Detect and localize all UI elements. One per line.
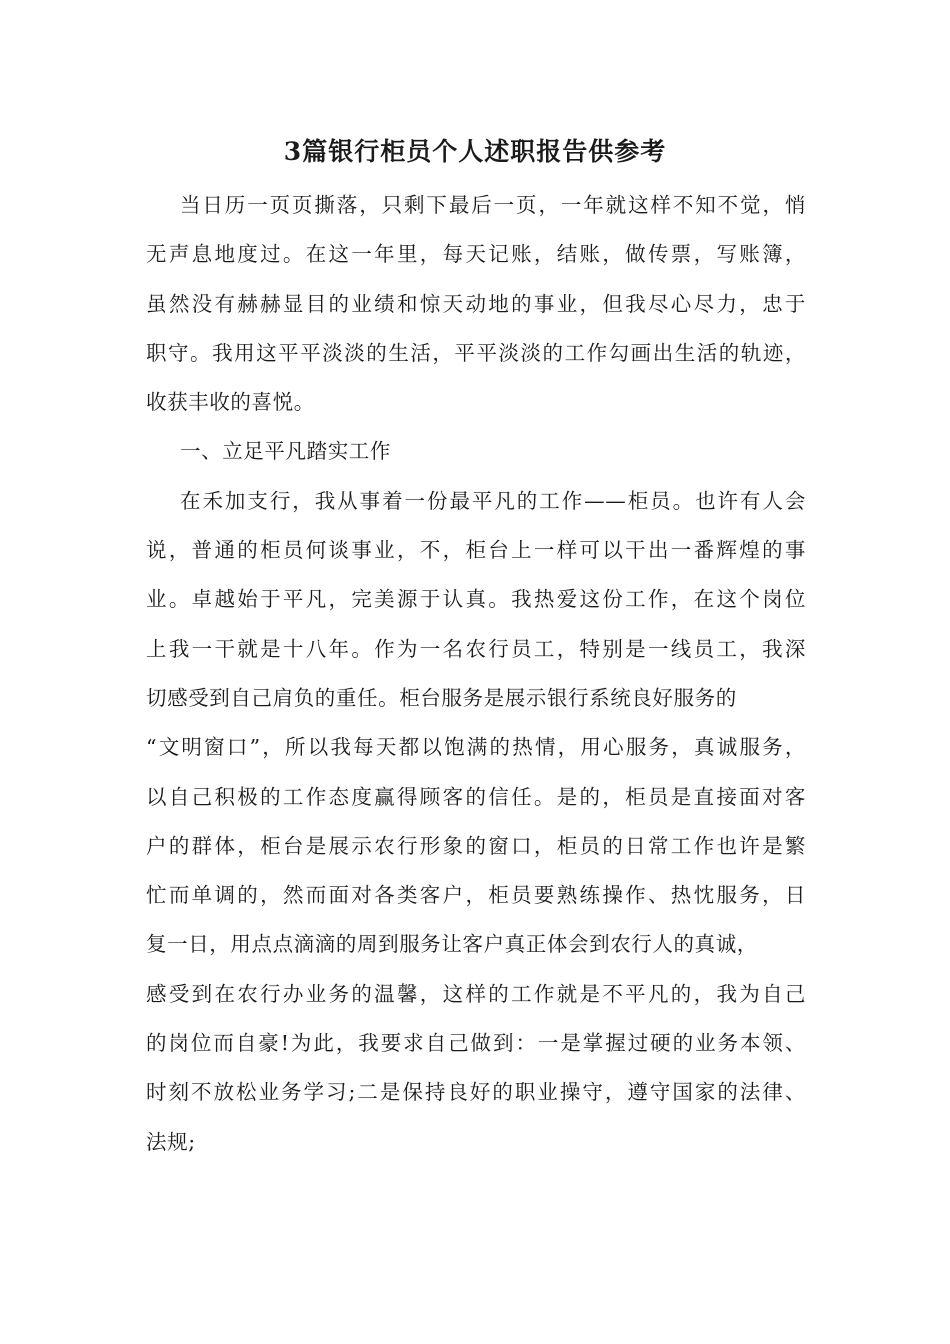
- paragraph-line: “文明窗口”，所以我每天都以饱满的热情，用心服务，真诚服务，: [146, 735, 806, 760]
- paragraph-line: 的岗位而自豪!为此，我要求自己做到：一是掌握过硬的业务本领、: [146, 1031, 806, 1056]
- paragraph-line: 法规;: [146, 1129, 196, 1154]
- paragraph-line: 业。卓越始于平凡，完美源于认真。我热爱这份工作，在这个岗位: [146, 587, 806, 612]
- paragraph-line: 无声息地度过。在这一年里，每天记账，结账，做传票，写账簿，: [146, 242, 806, 267]
- document-body: [146, 181, 806, 1167]
- paragraph-line: 忙而单调的，然而面对各类客户，柜员要熟练操作、热忱服务，日: [146, 883, 806, 908]
- section-heading: 一、立足平凡踏实工作: [180, 439, 391, 464]
- paragraph-line: 说，普通的柜员何谈事业，不，柜台上一样可以干出一番辉煌的事: [146, 538, 806, 563]
- paragraph-line: 收获丰收的喜悦。: [146, 390, 315, 415]
- paragraph-line: 职守。我用这平平淡淡的生活，平平淡淡的工作勾画出生活的轨迹，: [146, 340, 806, 365]
- paragraph-line: 虽然没有赫赫显目的业绩和惊天动地的事业，但我尽心尽力，忠于: [146, 291, 806, 316]
- paragraph-line: 感受到在农行办业务的温馨，这样的工作就是不平凡的，我为自己: [146, 981, 806, 1006]
- paragraph-line: 当日历一页页撕落，只剩下最后一页，一年就这样不知不觉，悄: [180, 193, 806, 217]
- paragraph-line: 复一日，用点点滴滴的周到服务让客户真正体会到农行人的真诚，: [146, 932, 758, 957]
- paragraph-line: 户的群体，柜台是展示农行形象的窗口，柜员的日常工作也许是繁: [146, 833, 806, 858]
- document-title: 3篇银行柜员个人述职报告供参考: [283, 137, 667, 166]
- paragraph-line: 时刻不放松业务学习;二是保持良好的职业操守，遵守国家的法律、: [146, 1080, 806, 1105]
- paragraph-line: 在禾加支行，我从事着一份最平凡的工作——柜员。也许有人会: [180, 488, 806, 513]
- paragraph-line: 切感受到自己肩负的重任。柜台服务是展示银行系统良好服务的: [146, 685, 737, 710]
- paragraph-line: 以自己积极的工作态度赢得顾客的信任。是的，柜员是直接面对客: [146, 784, 806, 809]
- paragraph-line: 上我一干就是十八年。作为一名农行员工，特别是一线员工，我深: [146, 636, 806, 661]
